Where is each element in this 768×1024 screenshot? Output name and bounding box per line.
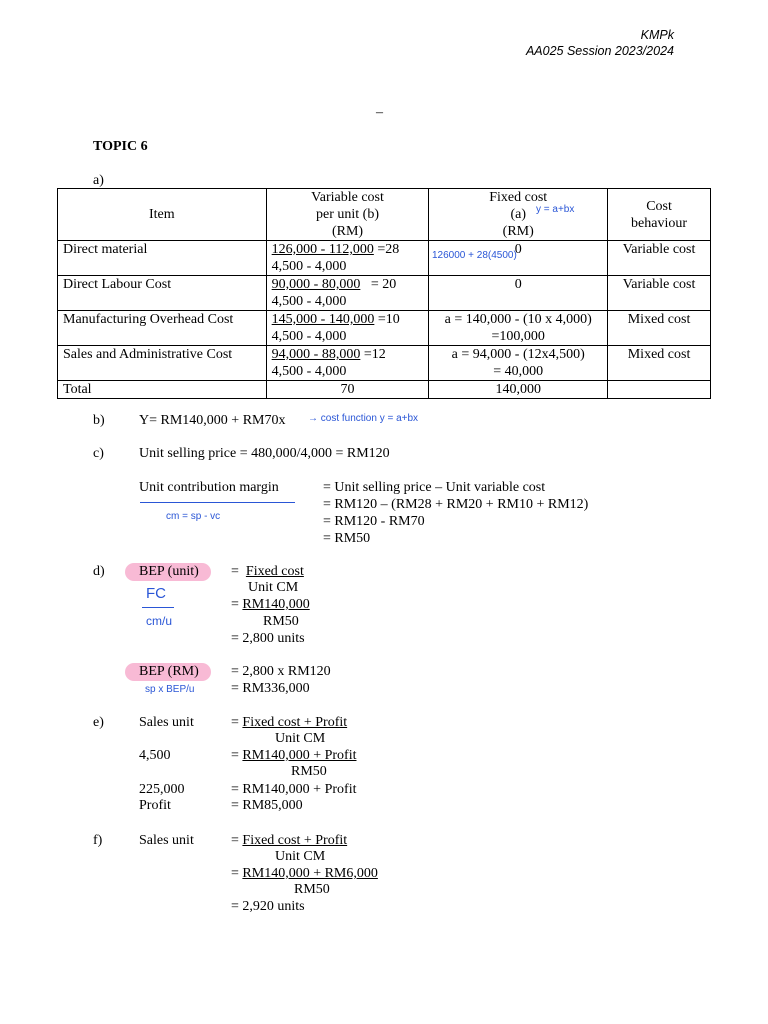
row-item: Manufacturing Overhead Cost xyxy=(58,311,267,346)
bep-eq3: = 2,800 units xyxy=(231,631,305,646)
row-behaviour: Variable cost xyxy=(608,241,711,276)
ucm-line: = RM120 - RM70 xyxy=(323,514,425,529)
bep-unit-label: BEP (unit) xyxy=(139,564,199,579)
bep-rm-line2: = RM336,000 xyxy=(231,681,310,696)
row-behaviour: Mixed cost xyxy=(608,311,711,346)
e-l1-label: Sales unit xyxy=(139,715,194,730)
cost-function-equation: Y= RM140,000 + RM70x xyxy=(139,413,286,428)
col-behaviour-header: Cost behaviour xyxy=(608,189,711,241)
table-row xyxy=(58,346,711,381)
table-row xyxy=(58,276,711,311)
e-l3: = RM140,000 + Profit xyxy=(231,782,357,797)
bep-rm-label: BEP (RM) xyxy=(139,664,199,679)
ucm-label: Unit contribution margin xyxy=(139,480,279,495)
header-session: AA025 Session 2023/2024 xyxy=(525,44,674,58)
separator-dash: – xyxy=(376,105,383,120)
handwritten-cost-function: → cost function y = a+bx xyxy=(308,413,419,424)
row-item: Sales and Administrative Cost xyxy=(58,346,267,381)
ucm-line: = RM50 xyxy=(323,531,371,546)
total-behaviour xyxy=(608,381,711,399)
e-l1: = Fixed cost + Profit xyxy=(231,715,348,730)
handwritten-fraction-bar xyxy=(142,607,174,608)
topic-title: TOPIC 6 xyxy=(93,139,148,154)
total-label: Total xyxy=(58,381,267,399)
row-fc: 0 xyxy=(429,276,608,311)
e-l2-den: RM50 xyxy=(291,764,327,779)
f-l1-label: Sales unit xyxy=(139,833,194,848)
table-row xyxy=(58,311,711,346)
f-l1-den: Unit CM xyxy=(275,849,326,864)
handwritten-underline xyxy=(140,502,295,503)
row-vc: 94,000 - 88,000 =12 4,500 - 4,000 xyxy=(266,346,429,381)
col-fixed-cost-header: Fixed cost (a) (RM) xyxy=(429,189,608,241)
bep-eq1-den: Unit CM xyxy=(248,580,299,595)
e-l2: = RM140,000 + Profit xyxy=(231,748,357,763)
row-vc: 126,000 - 112,000 =28 4,500 - 4,000 xyxy=(266,241,429,276)
header-author: KMPk xyxy=(640,28,674,42)
table-row xyxy=(58,241,711,276)
part-f-label: f) xyxy=(93,833,103,848)
total-vc: 70 xyxy=(266,381,429,399)
e-l1-den: Unit CM xyxy=(275,731,326,746)
handwritten-fc-formula: y = a+bx xyxy=(536,204,575,215)
part-a-label: a) xyxy=(93,173,104,188)
total-fc: 140,000 xyxy=(429,381,608,399)
e-l3-label: 225,000 xyxy=(139,782,185,797)
row-behaviour: Mixed cost xyxy=(608,346,711,381)
row-fc: a = 94,000 - (12x4,500) = 40,000 xyxy=(429,346,608,381)
cost-table xyxy=(57,188,711,399)
f-l2-den: RM50 xyxy=(294,882,330,897)
col-item-header: Item xyxy=(58,189,267,241)
ucm-line: = RM120 – (RM28 + RM20 + RM10 + RM12) xyxy=(323,497,589,512)
handwritten-cmu: cm/u xyxy=(146,614,173,628)
e-l4: = RM85,000 xyxy=(231,798,303,813)
f-l1: = Fixed cost + Profit xyxy=(231,833,348,848)
row-item: Direct material xyxy=(58,241,267,276)
table-header-row xyxy=(58,189,711,241)
bep-rm-line1: = 2,800 x RM120 xyxy=(231,664,331,679)
row-fc: a = 140,000 - (10 x 4,000) =100,000 xyxy=(429,311,608,346)
row-item: Direct Labour Cost xyxy=(58,276,267,311)
part-d-label: d) xyxy=(93,564,105,579)
col-variable-cost-header: Variable cost per unit (b) (RM) xyxy=(266,189,429,241)
row-fc: 0 xyxy=(429,241,608,276)
table-total-row xyxy=(58,381,711,399)
part-b-label: b) xyxy=(93,413,105,428)
handwritten-sp-bep: sp x BEP/u xyxy=(145,684,195,695)
part-c-label: c) xyxy=(93,446,104,461)
handwritten-fc: FC xyxy=(146,585,166,602)
row-behaviour: Variable cost xyxy=(608,276,711,311)
f-l3: = 2,920 units xyxy=(231,899,305,914)
e-l2-label: 4,500 xyxy=(139,748,171,763)
f-l2: = RM140,000 + RM6,000 xyxy=(231,866,378,881)
bep-eq1: = Fixed cost xyxy=(231,564,304,579)
bep-eq2-den: RM50 xyxy=(263,614,299,629)
row-vc: 145,000 - 140,000 =10 4,500 - 4,000 xyxy=(266,311,429,346)
handwritten-cm-formula: cm = sp - vc xyxy=(166,511,221,522)
part-e-label: e) xyxy=(93,715,104,730)
bep-eq2: = RM140,000 xyxy=(231,597,310,612)
handwritten-dm-fixed: 126000 + 28(4500) xyxy=(432,250,517,261)
e-l4-label: Profit xyxy=(139,798,171,813)
unit-selling-price: Unit selling price = 480,000/4,000 = RM120 xyxy=(139,446,390,461)
row-vc: 90,000 - 80,000 = 20 4,500 - 4,000 xyxy=(266,276,429,311)
ucm-line: = Unit selling price – Unit variable cost xyxy=(323,480,546,495)
